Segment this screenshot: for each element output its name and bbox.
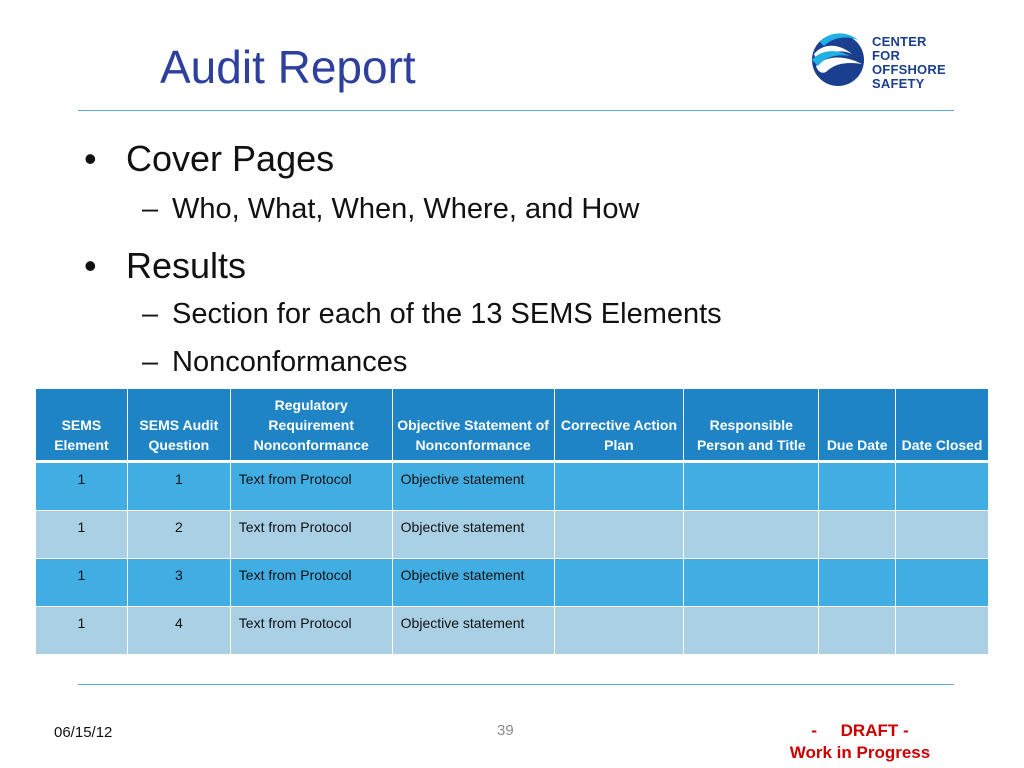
slide-number: 39 [497,722,514,739]
table-cell: 4 [127,607,230,655]
bullet-item: • Cover Pages [84,138,335,179]
table-cell: Text from Protocol [230,607,392,655]
table-cell: Text from Protocol [230,511,392,559]
table-cell [554,607,684,655]
bullet-text: Results [126,245,247,286]
table-cell [896,559,989,607]
table-row [36,511,989,559]
table-cell: 1 [127,462,230,511]
table-cell: 3 [127,559,230,607]
audit-nonconformance-table [35,388,989,655]
sub-bullet-item: – Section for each of the 13 SEMS Elements [142,298,722,330]
title-divider [78,110,954,111]
table-cell: Text from Protocol [230,462,392,511]
table-cell: 1 [36,462,128,511]
table-row [36,462,989,511]
draft-notice [760,720,960,764]
table-row [36,607,989,655]
table-cell: 1 [36,511,128,559]
work-in-progress-label: Work in Progress [789,743,931,762]
slide-title: Audit Report [160,41,416,93]
column-header: Date Closed [896,389,989,462]
table-cell [896,462,989,511]
column-header: Regulatory Requirement Nonconformance [230,389,392,462]
table-cell: Objective statement [392,511,554,559]
table-cell [819,462,896,511]
sub-bullet-text: Who, What, When, Where, and How [172,193,640,225]
column-header: Responsible Person and Title [684,389,819,462]
table-cell [896,511,989,559]
table-cell: Objective statement [392,607,554,655]
sub-bullet-item: – Who, What, When, Where, and How [142,193,640,225]
table-cell [896,607,989,655]
table-cell [684,559,819,607]
bullet-item: • Results [84,245,247,286]
column-header: Corrective Action Plan [554,389,684,462]
logo-text: CENTER FOR OFFSHORE SAFETY [872,34,946,91]
table-header-row [36,389,989,462]
table-cell: 2 [127,511,230,559]
table-cell [554,462,684,511]
column-header: SEMS Audit Question [127,389,230,462]
table-cell [684,462,819,511]
table-cell: Objective statement [392,559,554,607]
table-row [36,559,989,607]
table-cell [819,511,896,559]
table-cell: 1 [36,559,128,607]
table-cell [684,511,819,559]
table-cell: Objective statement [392,462,554,511]
sub-bullet-item: – Nonconformances [142,346,408,378]
table-cell [554,559,684,607]
table-cell: 1 [36,607,128,655]
footer-date: 06/15/12 [54,724,113,741]
column-header: Due Date [819,389,896,462]
table-cell [684,607,819,655]
table-cell [819,607,896,655]
column-header: SEMS Element [36,389,128,462]
wave-globe-icon [810,24,866,94]
center-for-offshore-safety-logo [810,24,960,96]
table-cell [554,511,684,559]
table-cell [819,559,896,607]
footer-divider [78,684,954,685]
column-header: Objective Statement of Nonconformance [392,389,554,462]
sub-bullet-text: Section for each of the 13 SEMS Elements [172,298,722,330]
bullet-text: Cover Pages [126,138,335,179]
table-cell: Text from Protocol [230,559,392,607]
draft-label: - DRAFT - [811,721,909,740]
sub-bullet-text: Nonconformances [172,346,408,378]
